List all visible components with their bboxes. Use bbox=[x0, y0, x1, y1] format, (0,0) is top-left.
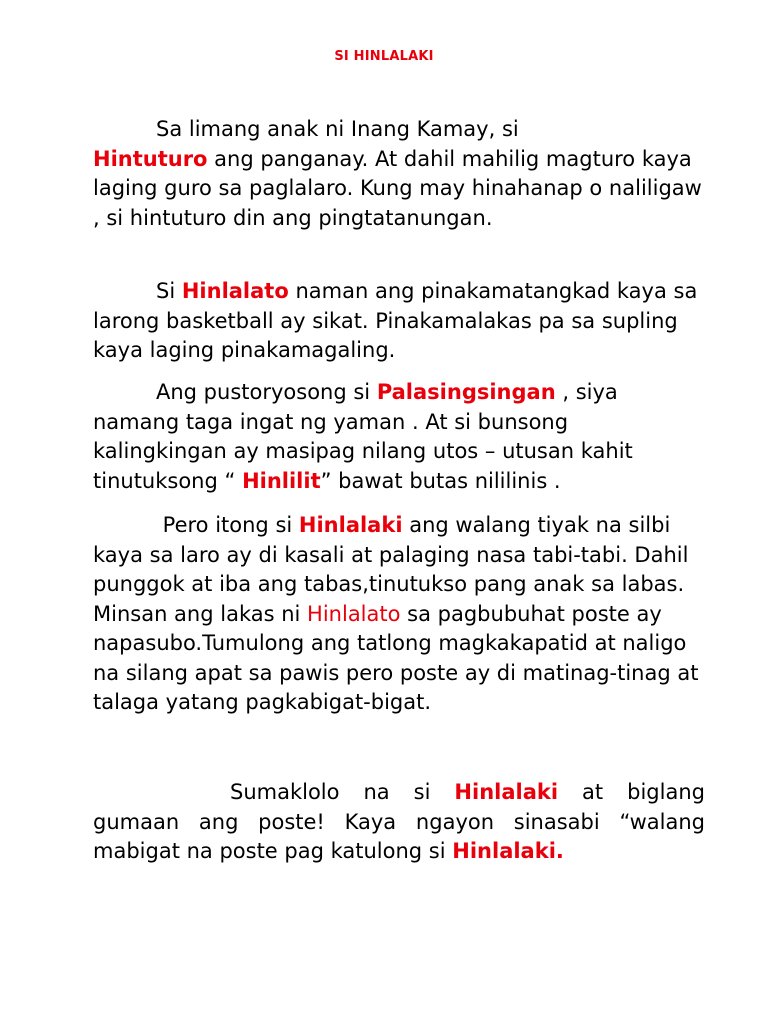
paragraph-text: ang walang tiyak na silbi kaya sa laro ay di kasali at palaging nasa tabi-tabi. Dahil punggok at iba ang tabas,tinutukso pang anak sa labas. Minsan ang lakas ni bbox=[93, 513, 689, 626]
paragraph-text: , siya namang taga ingat ng yaman . At si bunsong kalingkingan ay masipag nilang utos – utusan kahit tinutuksong “ bbox=[93, 380, 633, 493]
highlight-name-hinlalato: Hinlalato bbox=[307, 601, 401, 626]
paragraph-text: Sumaklolo na si bbox=[230, 780, 455, 804]
highlight-name-hintuturo: Hintuturo bbox=[93, 146, 208, 171]
paragraph-text: naman ang pinakamatangkad kaya sa larong basketball ay sikat. Pinakamalakas pa sa supling kaya laging pinakamagaling. bbox=[93, 279, 698, 362]
paragraph-text: ang panganay. At dahil mahilig magturo kaya laging guro sa paglalaro. Kung may hinahanap o naliligaw , si hintuturo din ang pingtatanungan. bbox=[93, 146, 702, 230]
highlight-name-hinlalaki: Hinlalaki bbox=[454, 780, 559, 804]
paragraph-text: sa pagbubuhat poste ay napasubo.Tumulong ang tatlong magkakapatid at naligo na silang apat sa pawis pero poste ay di matinag-tinag at talaga yatang pagkabigat-bigat. bbox=[93, 601, 699, 714]
highlight-name-palasingsingan: Palasingsingan bbox=[376, 380, 556, 404]
paragraph-text: Pero itong si bbox=[156, 513, 299, 537]
paragraph-sumaklolo bbox=[93, 778, 705, 867]
paragraph-hinlalaki bbox=[93, 511, 705, 718]
highlight-name-hinlalato: Hinlalato bbox=[181, 279, 289, 303]
highlight-name-hinlilit: Hinlilit bbox=[242, 468, 321, 493]
paragraph-text: Sa limang anak ni Inang Kamay, si bbox=[156, 117, 519, 141]
paragraph-text: Ang pustoryosong si bbox=[156, 380, 377, 404]
paragraph-text: ” bawat butas nililinis . bbox=[320, 468, 561, 493]
paragraph-text: at biglang gumaan ang poste! Kaya ngayon sinasabi “walang mabigat na poste pag katulong si bbox=[93, 780, 705, 863]
highlight-name-hinlalaki-final: Hinlalaki. bbox=[452, 839, 564, 863]
highlight-name-hinlalaki: Hinlalaki bbox=[298, 513, 403, 537]
paragraph-text: Si bbox=[156, 279, 182, 303]
paragraph-palasingsingan bbox=[93, 378, 705, 496]
paragraph-hintuturo bbox=[93, 115, 705, 233]
document-title: SI HINLALAKI bbox=[334, 49, 434, 64]
paragraph-hinlalato bbox=[93, 277, 705, 366]
